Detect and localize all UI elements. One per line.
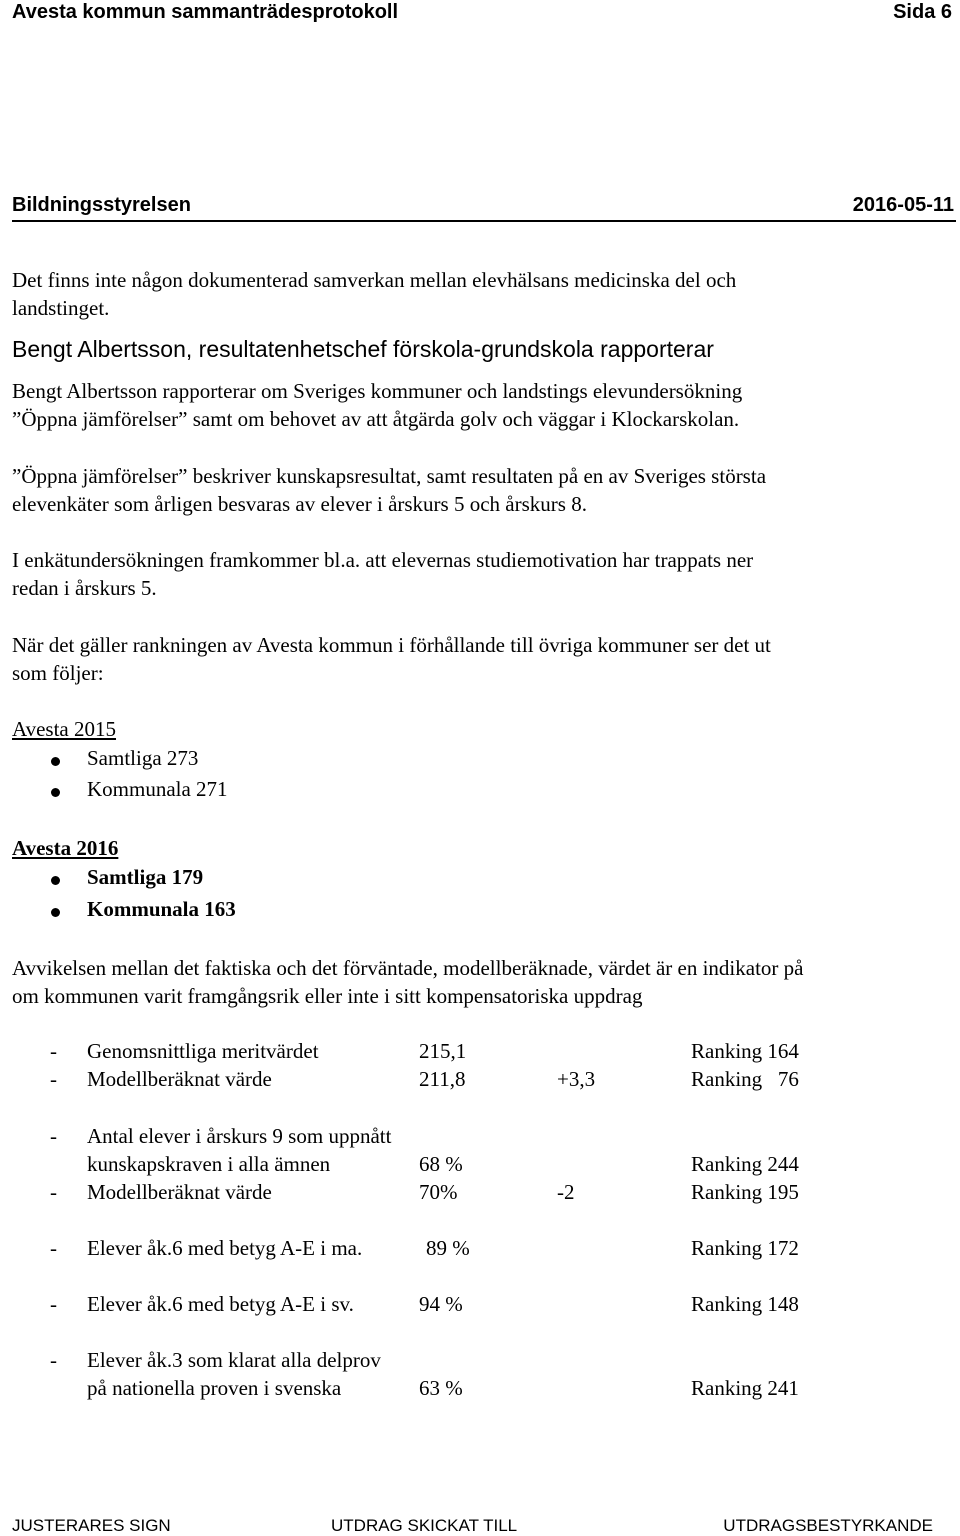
list-dash: - [50, 1180, 57, 1204]
list-dash: - [50, 1236, 57, 1260]
indicator-value: 94 % [419, 1292, 463, 1316]
ranking-2016-item: Samtliga 179 [87, 865, 204, 889]
indicator-label: Modellberäknat värde [87, 1067, 272, 1091]
deviation-line-2: om kommunen varit framgångsrik eller inte i sitt kompensatoriska uppdrag [12, 984, 643, 1008]
indicator-label: Antal elever i årskurs 9 som uppnått [87, 1124, 392, 1148]
ranking-2016-title: Avesta 2016 [12, 836, 119, 860]
deviation-line-1: Avvikelsen mellan det faktiska och det förväntade, modellberäknade, värdet är en indikator på [12, 956, 804, 980]
indicator-value: 63 % [419, 1376, 463, 1400]
indicator-value: 215,1 [419, 1039, 467, 1063]
indicator-rank: Ranking 172 [691, 1236, 799, 1260]
indicator-value: 68 % [419, 1152, 463, 1176]
indicator-diff: -2 [557, 1180, 575, 1204]
footer-certification-label: UTDRAGSBESTYRKANDE [723, 1516, 933, 1535]
indicator-rank: Ranking 241 [691, 1376, 799, 1400]
footer-signature-label: JUSTERARES SIGN [12, 1516, 171, 1535]
committee-name: Bildningsstyrelsen [12, 194, 191, 216]
indicator-rank: Ranking 76 [691, 1067, 799, 1091]
document-header-title: Avesta kommun sammanträdesprotokoll [12, 1, 399, 23]
indicator-label: Elever åk.6 med betyg A-E i sv. [87, 1292, 354, 1316]
paragraph-2-line-2: ”Öppna jämförelser” samt om behovet av att åtgärda golv och väggar i Klockarskolan. [12, 407, 740, 431]
bullet-icon [51, 788, 60, 797]
paragraph-5-line-1: När det gäller rankningen av Avesta kommun i förhållande till övriga kommuner ser det ut [12, 633, 771, 657]
indicator-label: Genomsnittliga meritvärdet [87, 1039, 319, 1063]
list-dash: - [50, 1039, 57, 1063]
paragraph-1-line-2: landstinget. [12, 296, 110, 320]
indicator-value: 211,8 [419, 1067, 466, 1091]
indicator-rank: Ranking 148 [691, 1292, 799, 1316]
list-dash: - [50, 1124, 57, 1148]
indicator-rank: Ranking 164 [691, 1039, 799, 1063]
page-number: Sida 6 [893, 1, 952, 23]
ranking-2015-item: Kommunala 271 [87, 777, 228, 801]
indicator-value: 89 % [426, 1236, 470, 1260]
bullet-icon [51, 757, 60, 766]
indicator-value: 70% [419, 1180, 458, 1204]
indicator-label: på nationella proven i svenska [87, 1376, 342, 1400]
ranking-2016-item: Kommunala 163 [87, 897, 236, 921]
paragraph-4-line-2: redan i årskurs 5. [12, 576, 157, 600]
list-dash: - [50, 1348, 57, 1372]
indicator-rank: Ranking 244 [691, 1152, 799, 1176]
paragraph-2-line-1: Bengt Albertsson rapporterar om Sveriges kommuner och landstings elevundersökning [12, 379, 743, 403]
bullet-icon [51, 876, 60, 885]
ranking-2015-item: Samtliga 273 [87, 746, 199, 770]
ranking-2015-title: Avesta 2015 [12, 717, 117, 741]
paragraph-3-line-1: ”Öppna jämförelser” beskriver kunskapsresultat, samt resultaten på en av Sveriges största [12, 464, 767, 488]
indicator-label: kunskapskraven i alla ämnen [87, 1152, 331, 1176]
indicator-label: Elever åk.6 med betyg A-E i ma. [87, 1236, 363, 1260]
indicator-diff: +3,3 [557, 1067, 596, 1091]
paragraph-1-line-1: Det finns inte någon dokumenterad samverkan mellan elevhälsans medicinska del och [12, 268, 737, 292]
paragraph-4-line-1: I enkätundersökningen framkommer bl.a. att elevernas studiemotivation har trappats ner [12, 548, 754, 572]
paragraph-3-line-2: elevenkäter som årligen besvaras av elever i årskurs 5 och årskurs 8. [12, 492, 587, 516]
section-heading: Bengt Albertsson, resultatenhetschef förskola-grundskola rapporterar [12, 336, 714, 362]
indicator-rank: Ranking 195 [691, 1180, 799, 1204]
list-dash: - [50, 1292, 57, 1316]
list-dash: - [50, 1067, 57, 1091]
indicator-label: Elever åk.3 som klarat alla delprov [87, 1348, 381, 1372]
header-divider [12, 220, 956, 222]
footer-sent-label: UTDRAG SKICKAT TILL [331, 1516, 518, 1535]
meeting-date: 2016-05-11 [852, 194, 954, 216]
paragraph-5-line-2: som följer: [12, 661, 104, 685]
indicator-label: Modellberäknat värde [87, 1180, 272, 1204]
bullet-icon [51, 908, 60, 917]
